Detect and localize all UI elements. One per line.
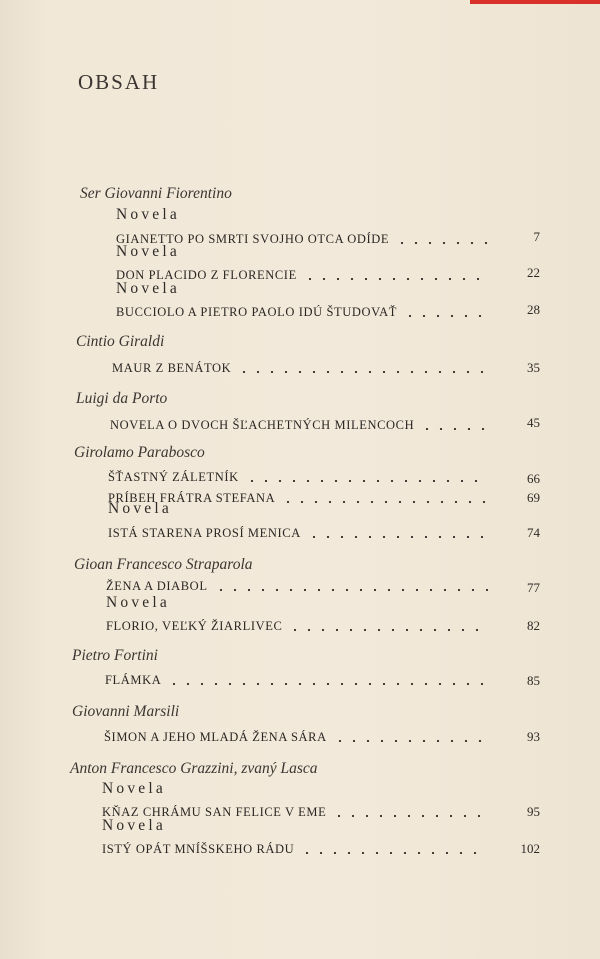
page-number: 35 bbox=[527, 360, 540, 375]
dot-leader bbox=[420, 428, 488, 430]
page-number: 7 bbox=[533, 229, 540, 244]
corner-mark bbox=[470, 0, 600, 4]
story-title: ISTÁ STARENA PROSÍ MENICA bbox=[108, 526, 301, 540]
page-number: 74 bbox=[527, 525, 540, 540]
dot-leader bbox=[288, 629, 488, 631]
toc-entry[interactable] bbox=[108, 521, 494, 541]
author-name: Cintio Giraldi bbox=[76, 333, 165, 350]
author-name: Girolamo Parabosco bbox=[74, 444, 205, 461]
story-title: NOVELA O DVOCH ŠĽACHETNÝCH MILENCOCH bbox=[110, 418, 415, 432]
story-title: FLÁMKA bbox=[105, 673, 162, 687]
toc-entry[interactable] bbox=[104, 725, 494, 745]
story-title: PRÍBEH FRÁTRA STEFANA bbox=[108, 491, 276, 505]
toc-entry[interactable] bbox=[116, 300, 494, 320]
dot-leader bbox=[245, 480, 488, 482]
genre-label: Novela bbox=[116, 243, 180, 260]
story-title: ŠŤASTNÝ ZÁLETNÍK bbox=[108, 470, 239, 484]
toc-entry[interactable] bbox=[102, 837, 494, 857]
genre-label: Novela bbox=[102, 817, 166, 834]
page-number: 45 bbox=[527, 415, 540, 430]
page-number: 22 bbox=[527, 265, 540, 280]
story-title: FLORIO, VEĽKÝ ŽIARLIVEC bbox=[106, 619, 283, 633]
dot-leader bbox=[333, 740, 488, 742]
genre-label: Novela bbox=[116, 280, 180, 297]
page-number: 95 bbox=[527, 804, 540, 819]
page-number: 93 bbox=[527, 729, 540, 744]
author-name: Luigi da Porto bbox=[76, 390, 168, 407]
genre-label: Novela bbox=[102, 780, 166, 797]
story-title: ŠIMON A JEHO MLADÁ ŽENA SÁRA bbox=[104, 730, 327, 744]
story-title: KŇAZ CHRÁMU SAN FELICE V EME bbox=[102, 805, 327, 819]
story-title: ŽENA A DIABOL bbox=[106, 579, 208, 593]
toc-entry[interactable] bbox=[105, 668, 494, 688]
page-number: 82 bbox=[527, 618, 540, 633]
toc-entry[interactable] bbox=[106, 614, 494, 634]
story-title: MAUR Z BENÁTOK bbox=[112, 361, 232, 375]
toc-entry[interactable] bbox=[106, 574, 494, 594]
author-name: Anton Francesco Grazzini, zvaný Lasca bbox=[70, 760, 318, 777]
story-title: DON PLACIDO Z FLORENCIE bbox=[116, 268, 297, 282]
page-number: 85 bbox=[527, 673, 540, 688]
toc-entry[interactable] bbox=[108, 465, 494, 485]
genre-label: Novela bbox=[106, 594, 170, 611]
dot-leader bbox=[303, 278, 488, 280]
dot-leader bbox=[300, 852, 488, 854]
dot-leader bbox=[395, 242, 488, 244]
dot-leader bbox=[332, 815, 488, 817]
genre-label: Novela bbox=[108, 500, 172, 517]
page-title: OBSAH bbox=[78, 70, 160, 94]
page-number: 77 bbox=[527, 580, 540, 595]
story-title: GIANETTO PO SMRTI SVOJHO OTCA ODÍDE bbox=[116, 232, 390, 246]
toc-entry[interactable] bbox=[110, 413, 494, 433]
dot-leader bbox=[237, 371, 488, 373]
genre-label: Novela bbox=[116, 206, 180, 223]
toc-entry[interactable] bbox=[112, 356, 494, 376]
story-title: BUCCIOLO A PIETRO PAOLO IDÚ ŠTUDOVAŤ bbox=[116, 305, 397, 319]
dot-leader bbox=[307, 536, 488, 538]
dot-leader bbox=[403, 315, 488, 317]
author-name: Gioan Francesco Straparola bbox=[74, 556, 253, 573]
page-number: 102 bbox=[520, 841, 540, 856]
author-name: Ser Giovanni Fiorentino bbox=[80, 185, 232, 202]
page-number: 28 bbox=[527, 302, 540, 317]
page-number: 69 bbox=[527, 490, 540, 505]
dot-leader bbox=[214, 589, 488, 591]
dot-leader bbox=[167, 683, 488, 685]
story-title: ISTÝ OPÁT MNÍŠSKEHO RÁDU bbox=[102, 842, 295, 856]
dot-leader bbox=[281, 501, 488, 503]
author-name: Pietro Fortini bbox=[72, 647, 158, 664]
page-number: 66 bbox=[527, 471, 540, 486]
author-name: Giovanni Marsili bbox=[72, 703, 180, 720]
